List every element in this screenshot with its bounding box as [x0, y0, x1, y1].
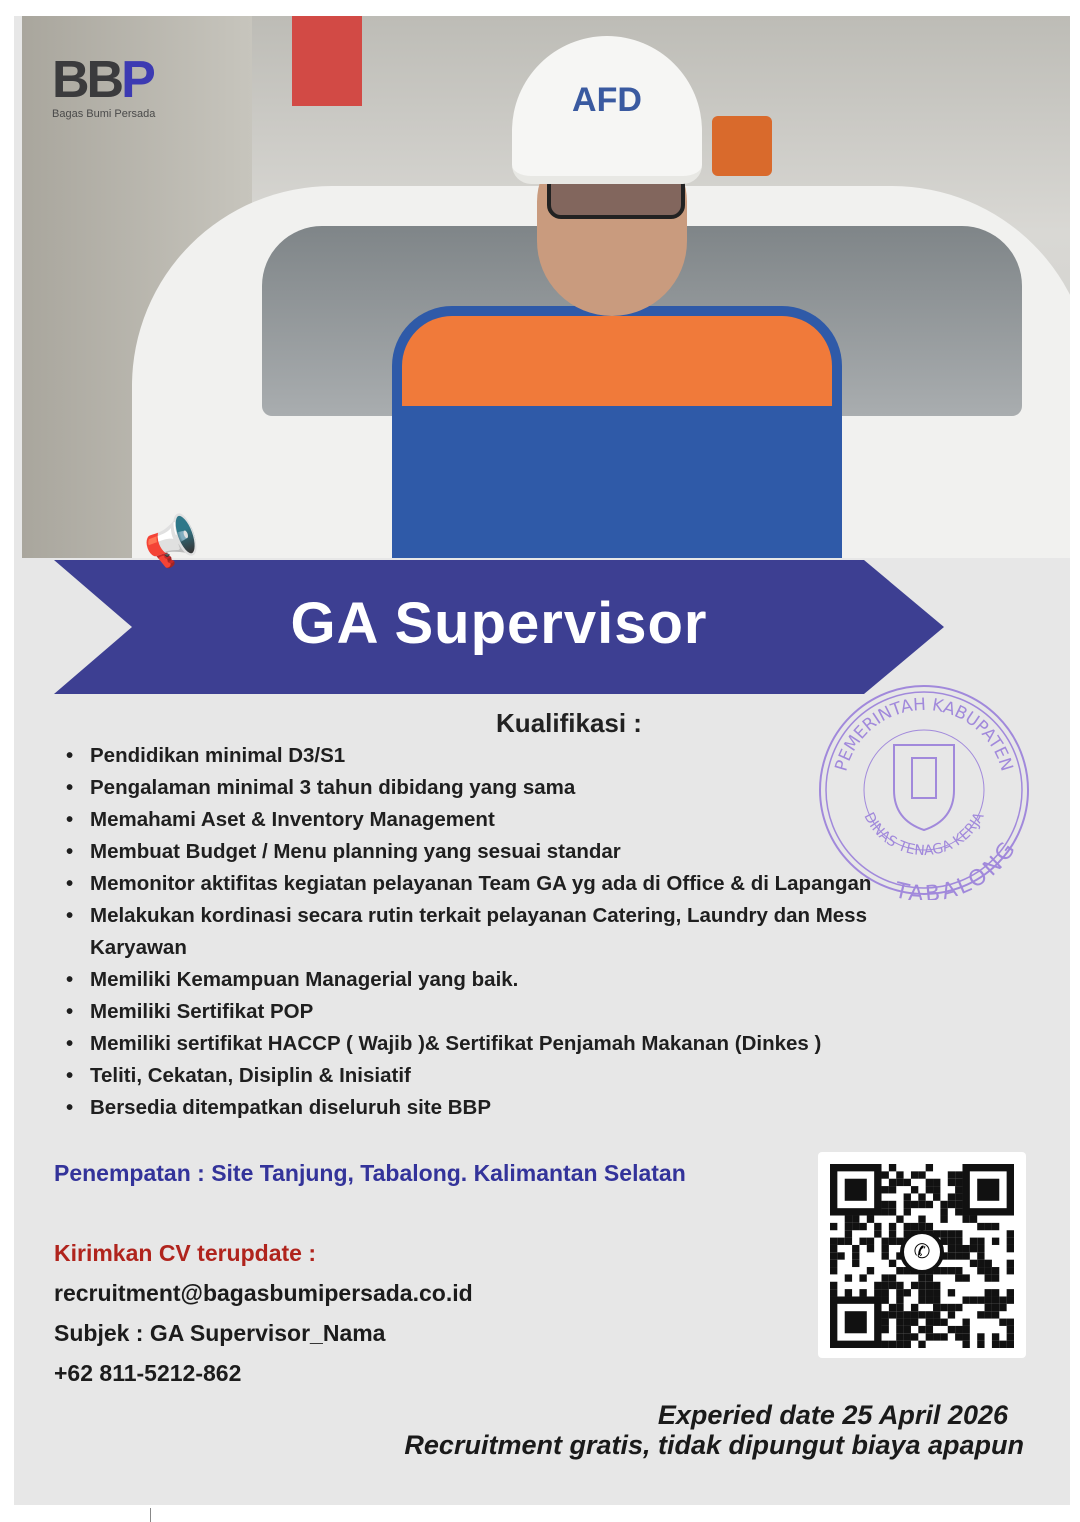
svg-text:PEMERINTAH KABUPATEN	[831, 695, 1016, 774]
send-cv-label: Kirimkan CV terupdate :	[54, 1240, 316, 1266]
logo-mark: BB	[52, 51, 122, 109]
phone-number[interactable]: +62 811-5212-862	[54, 1360, 242, 1386]
stamp-top-text: PEMERINTAH KABUPATEN	[831, 694, 1017, 774]
list-item: • Melakukan kordinasi secara rutin terkait pelayanan Catering, Laundry dan Mess Karyawan	[64, 900, 920, 964]
list-item: • Membuat Budget / Menu planning yang sesuai standar	[64, 836, 944, 868]
logo-subtitle: Bagas Bumi Persada	[52, 108, 156, 120]
job-title: GA Supervisor	[290, 591, 708, 656]
hero-photo	[22, 16, 1070, 558]
stamp-middle-text: DINAS TENAGA KERJA	[860, 809, 988, 860]
list-item: • Memiliki Kemampuan Managerial yang baik.	[64, 964, 944, 996]
list-item: • Memiliki Sertifikat POP	[64, 996, 944, 1028]
placement-text: Penempatan : Site Tanjung, Tabalong. Kalimantan Selatan	[54, 1160, 686, 1186]
list-item: • Memiliki sertifikat HACCP ( Wajib )& Sertifikat Penjamah Makanan (Dinkes )	[64, 1028, 944, 1060]
free-recruitment-notice: Recruitment gratis, tidak dipungut biaya apapun	[404, 1430, 1024, 1460]
whatsapp-qr-code[interactable]	[818, 1152, 1026, 1358]
list-item: • Teliti, Cekatan, Disiplin & Inisiatif	[64, 1060, 944, 1092]
megaphone-icon: 📢	[137, 510, 206, 575]
list-item: • Bersedia ditempatkan diseluruh site BBP	[64, 1092, 944, 1124]
whatsapp-icon: ✆	[900, 1230, 944, 1274]
title-banner	[54, 560, 944, 694]
email-subject: Subjek : GA Supervisor_Nama	[54, 1320, 386, 1346]
company-logo	[52, 51, 156, 120]
svg-text:DINAS TENAGA KERJA	[860, 810, 987, 860]
qualifications-heading: Kualifikasi :	[496, 708, 642, 738]
helmet-text: AFD	[572, 81, 642, 119]
logo-mark-accent: P	[121, 51, 153, 109]
qualifications-list	[64, 740, 944, 1124]
list-item: • Pendidikan minimal D3/S1	[64, 740, 944, 772]
official-stamp	[814, 680, 1034, 900]
list-item: • Memahami Aset & Inventory Management	[64, 804, 944, 836]
list-item: • Pengalaman minimal 3 tahun dibidang yang sama	[64, 772, 944, 804]
list-item: • Memonitor aktifitas kegiatan pelayanan Team GA yg ada di Office & di Lapangan	[64, 868, 944, 900]
stamp-bottom-text: TABALONG	[892, 837, 1021, 900]
email-link[interactable]: recruitment@bagasbumipersada.co.id	[54, 1280, 473, 1306]
helmet	[512, 36, 702, 184]
expiry-date: Experied date 25 April 2026	[657, 1400, 1008, 1430]
divider	[150, 1508, 151, 1522]
job-poster	[14, 16, 1070, 1505]
